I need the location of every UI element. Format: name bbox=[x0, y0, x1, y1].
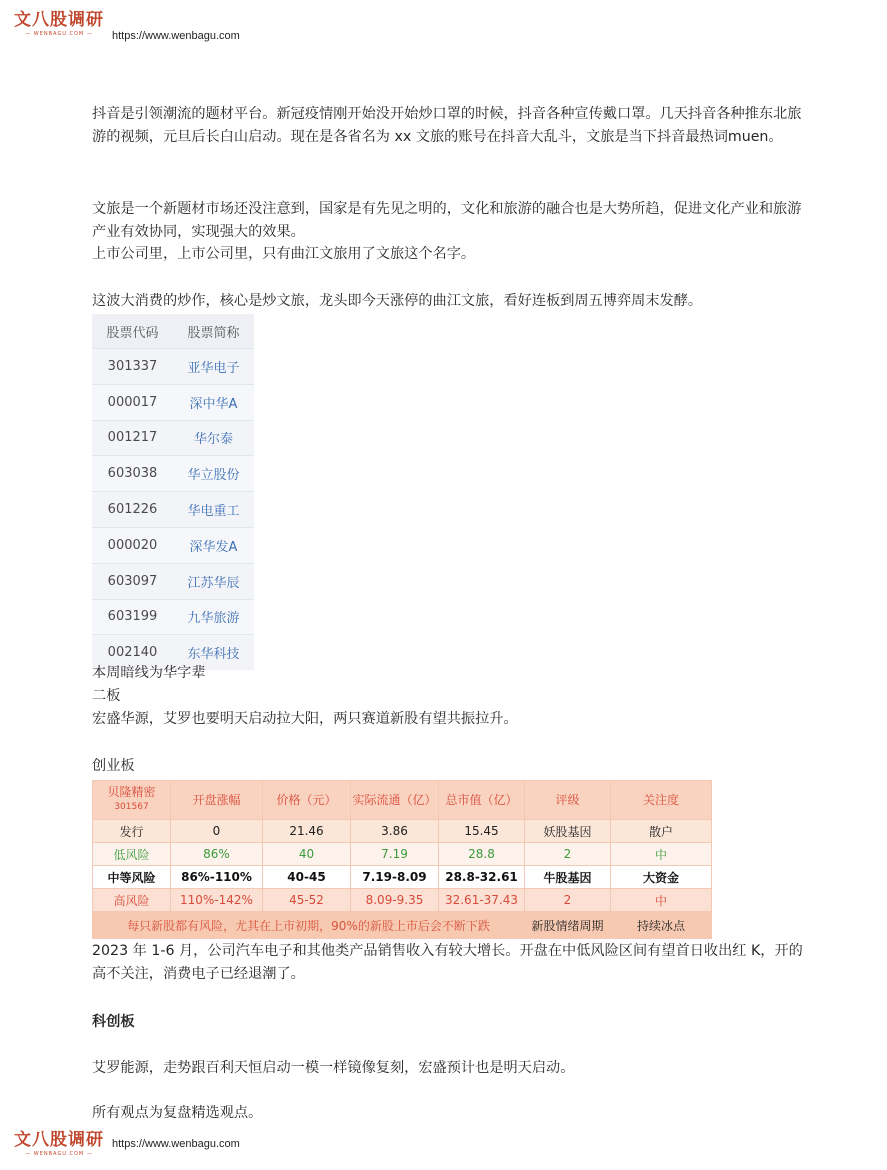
stock-table bbox=[92, 314, 254, 670]
site-url[interactable]: https://www.wenbagu.com bbox=[112, 30, 240, 42]
ipo-stock-name: 贝隆精密 bbox=[107, 785, 156, 799]
ipo-cell: 中 bbox=[611, 843, 712, 866]
ipo-cell: 110%-142% bbox=[171, 889, 263, 912]
ipo-cell: 中 bbox=[611, 889, 712, 912]
stock-code: 603199 bbox=[107, 609, 158, 625]
stock-name[interactable]: 深中华A bbox=[189, 396, 238, 412]
ipo-header: 关注度 bbox=[611, 781, 712, 820]
stock-code: 301337 bbox=[107, 358, 158, 374]
section-label-chinext: 创业板 bbox=[92, 758, 135, 774]
ipo-header: 评级 bbox=[525, 781, 611, 820]
logo-subtitle: — WENBAGU.COM — bbox=[25, 1151, 93, 1157]
ipo-cell: 0 bbox=[171, 820, 263, 843]
paragraph-3: 这波大消费的炒作，核心是炒文旅，龙头即今天涨停的曲江文旅，看好连板到周五博弈周末发酵。 bbox=[92, 293, 703, 309]
stock-code: 002140 bbox=[107, 645, 158, 661]
ipo-footer-cycle: 新股情绪周期 bbox=[525, 912, 611, 939]
ipo-stock-cell bbox=[93, 781, 171, 820]
ipo-cell: 3.86 bbox=[351, 820, 439, 843]
ipo-cell: 大资金 bbox=[611, 866, 712, 889]
stock-name[interactable]: 东华科技 bbox=[187, 647, 240, 663]
paragraph-4c: 宏盛华源，艾罗也要明天启动拉大阳，两只赛道新股有望共振拉升。 bbox=[92, 711, 518, 727]
table-row bbox=[92, 348, 254, 384]
paragraph-2a: 文旅是一个新题材市场还没注意到，国家是有先见之明的，文化和旅游的融合也是大势所趋，促进文化产业和旅游产业有效协同，实现强大的效果。 bbox=[92, 201, 802, 240]
paragraph-2b: 上市公司里，上市公司里，只有曲江文旅用了文旅这个名字。 bbox=[92, 246, 476, 262]
ipo-header: 开盘涨幅 bbox=[171, 781, 263, 820]
ipo-footer-row bbox=[93, 912, 712, 939]
stock-code: 603097 bbox=[107, 573, 158, 589]
ipo-cell: 低风险 bbox=[93, 843, 171, 866]
logo bbox=[14, 10, 104, 37]
logo-text: 文八股调研 bbox=[14, 1130, 104, 1150]
table-row bbox=[92, 420, 254, 456]
stock-name[interactable]: 华电重工 bbox=[187, 504, 240, 520]
ipo-cell: 28.8 bbox=[439, 843, 525, 866]
ipo-cell: 45-52 bbox=[263, 889, 351, 912]
ipo-cell: 发行 bbox=[93, 820, 171, 843]
ipo-header: 价格（元） bbox=[263, 781, 351, 820]
ipo-cell: 86%-110% bbox=[171, 866, 263, 889]
header-logo-block bbox=[14, 10, 240, 42]
stock-name[interactable]: 九华旅游 bbox=[187, 611, 240, 627]
logo-subtitle: — WENBAGU.COM — bbox=[25, 31, 93, 37]
section-label-star-market: 科创板 bbox=[92, 1014, 135, 1030]
site-url[interactable]: https://www.wenbagu.com bbox=[112, 1138, 240, 1150]
ipo-cell: 散户 bbox=[611, 820, 712, 843]
ipo-cell: 中等风险 bbox=[93, 866, 171, 889]
footer-logo-block bbox=[14, 1130, 240, 1157]
ipo-footer-status: 持续冰点 bbox=[611, 912, 712, 939]
ipo-cell: 高风险 bbox=[93, 889, 171, 912]
logo-text: 文八股调研 bbox=[14, 10, 104, 30]
logo bbox=[14, 1130, 104, 1157]
ipo-cell: 15.45 bbox=[439, 820, 525, 843]
stock-name[interactable]: 江苏华辰 bbox=[187, 575, 240, 591]
paragraph-9: 所有观点为复盘精选观点。 bbox=[92, 1105, 263, 1121]
table-row bbox=[93, 866, 712, 889]
paragraph-4a: 本周暗线为华字辈 bbox=[92, 665, 206, 681]
ipo-header-row bbox=[93, 781, 712, 820]
ipo-table bbox=[92, 780, 712, 939]
ipo-cell: 7.19 bbox=[351, 843, 439, 866]
paragraph-4b: 二板 bbox=[92, 688, 121, 704]
ipo-cell: 2 bbox=[525, 843, 611, 866]
table-row bbox=[92, 491, 254, 527]
stock-code: 000017 bbox=[107, 394, 158, 410]
ipo-header: 总市值（亿） bbox=[439, 781, 525, 820]
stock-code: 001217 bbox=[107, 430, 158, 446]
stock-name[interactable]: 亚华电子 bbox=[187, 360, 240, 376]
table-row bbox=[92, 599, 254, 635]
table-row bbox=[93, 843, 712, 866]
ipo-cell: 28.8-32.61 bbox=[439, 866, 525, 889]
ipo-cell: 40 bbox=[263, 843, 351, 866]
header-code: 股票代码 bbox=[106, 325, 159, 341]
paragraph-1: 抖音是引领潮流的题材平台。新冠疫情刚开始没开始炒口罩的时候，抖音各种宣传戴口罩。几天抖音各种推东北旅游的视频，元旦后长白山启动。现在是各省名为 xx 文旅的账号在抖音大乱斗，文旅是当下抖音最热词muen。 bbox=[92, 106, 802, 145]
table-row bbox=[92, 527, 254, 563]
ipo-footer-note: 每只新股都有风险，尤其在上市初期，90%的新股上市后会不断下跌 bbox=[93, 912, 525, 939]
table-row bbox=[92, 384, 254, 420]
stock-code: 603038 bbox=[107, 466, 158, 482]
stock-table-header bbox=[92, 314, 254, 348]
ipo-header: 实际流通（亿） bbox=[351, 781, 439, 820]
ipo-cell: 40-45 bbox=[263, 866, 351, 889]
table-row bbox=[92, 455, 254, 491]
table-row bbox=[93, 820, 712, 843]
ipo-cell: 7.19-8.09 bbox=[351, 866, 439, 889]
stock-name[interactable]: 华立股份 bbox=[187, 468, 240, 484]
ipo-cell: 32.61-37.43 bbox=[439, 889, 525, 912]
stock-name[interactable]: 深华发A bbox=[189, 539, 238, 555]
ipo-cell: 86% bbox=[171, 843, 263, 866]
ipo-cell: 21.46 bbox=[263, 820, 351, 843]
table-row bbox=[93, 889, 712, 912]
ipo-cell: 2 bbox=[525, 889, 611, 912]
ipo-stock-code: 301567 bbox=[114, 802, 149, 812]
stock-code: 000020 bbox=[107, 537, 158, 553]
ipo-cell: 8.09-9.35 bbox=[351, 889, 439, 912]
ipo-cell: 牛股基因 bbox=[525, 866, 611, 889]
table-row bbox=[92, 563, 254, 599]
stock-code: 601226 bbox=[107, 502, 158, 518]
paragraph-6: 2023 年 1-6 月，公司汽车电子和其他类产品销售收入有较大增长。开盘在中低风险区间有望首日收出红 K，开的高不关注，消费电子已经退潮了。 bbox=[92, 943, 803, 982]
stock-name[interactable]: 华尔泰 bbox=[193, 432, 233, 448]
header-name: 股票简称 bbox=[187, 325, 240, 341]
ipo-cell: 妖股基因 bbox=[525, 820, 611, 843]
paragraph-8: 艾罗能源，走势跟百利天恒启动一模一样镜像复刻，宏盛预计也是明天启动。 bbox=[92, 1060, 575, 1076]
